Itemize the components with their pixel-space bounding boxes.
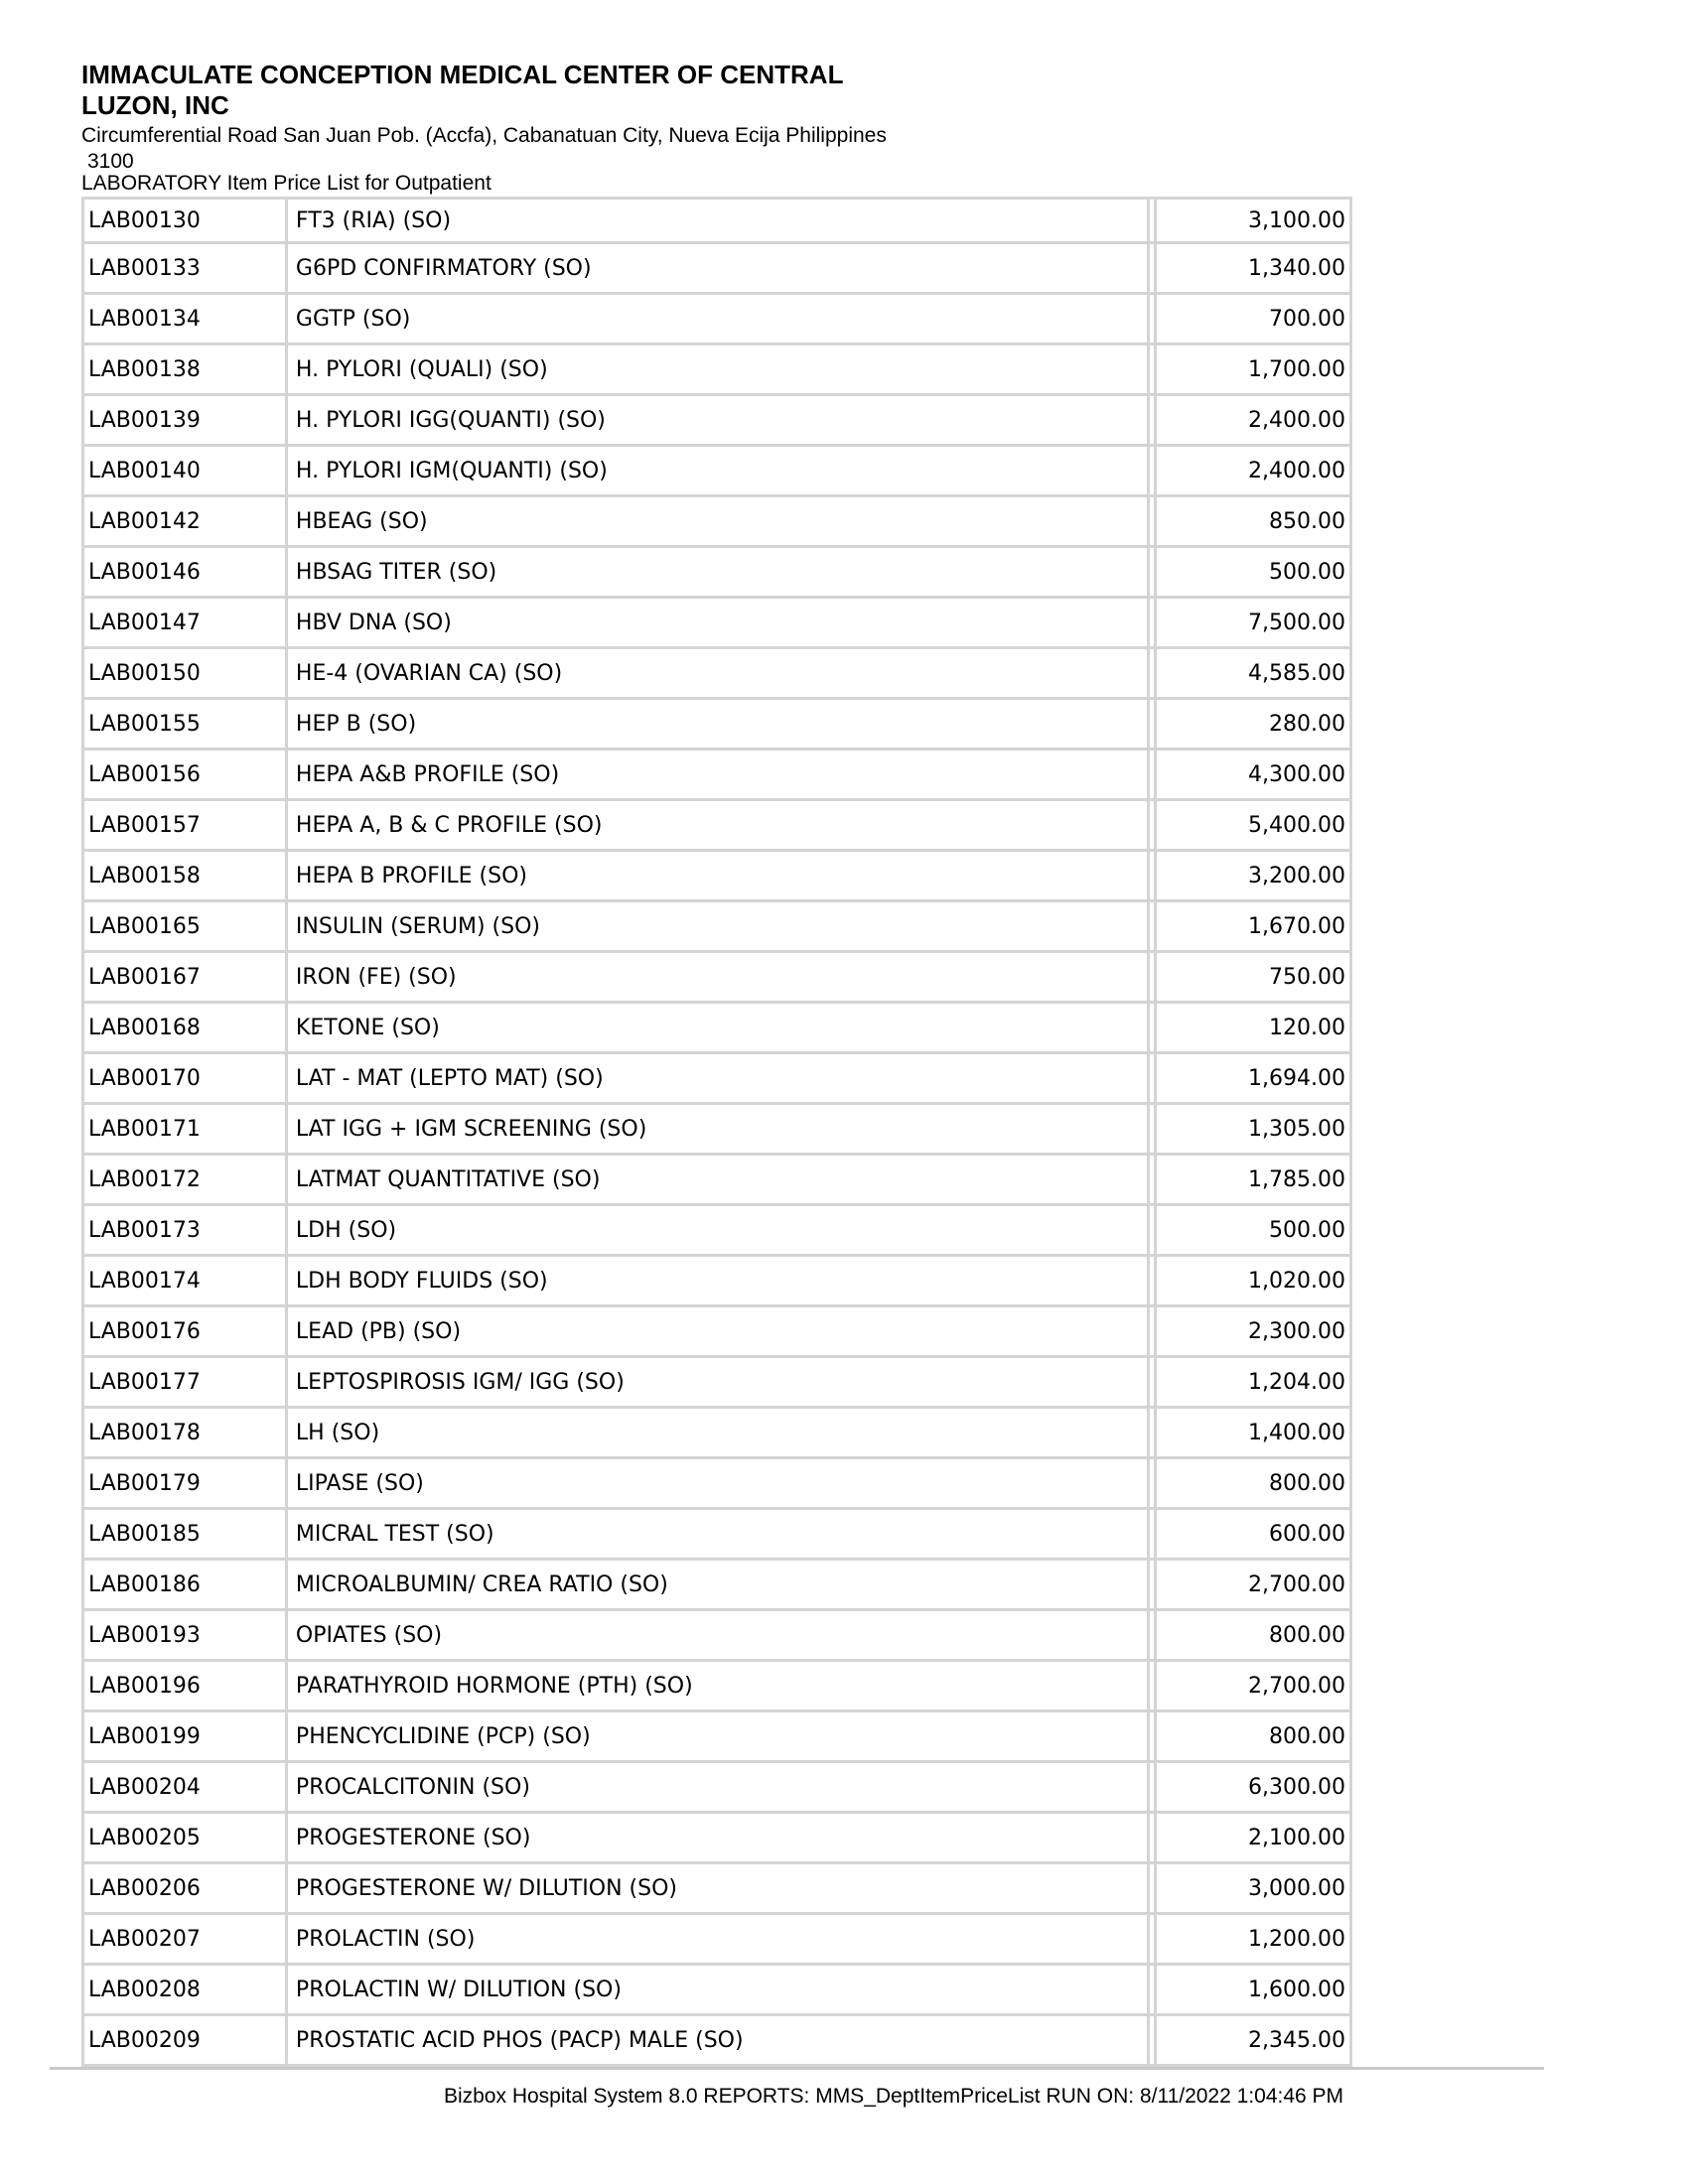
column-separator — [1149, 1661, 1156, 1711]
table-row — [83, 1762, 1351, 1813]
item-description: HBV DNA (SO) — [286, 598, 1148, 648]
item-description: HE-4 (OVARIAN CA) (SO) — [286, 648, 1148, 699]
item-description: LAT - MAT (LEPTO MAT) (SO) — [286, 1053, 1148, 1104]
item-description: HEP B (SO) — [286, 699, 1148, 750]
item-description: PROGESTERONE (SO) — [286, 1813, 1148, 1863]
item-code: LAB00168 — [83, 1003, 287, 1053]
column-separator — [1149, 496, 1156, 547]
report-title-text: LABORATORY Item Price List for Outpatient — [81, 172, 492, 195]
item-code: LAB00206 — [83, 1863, 287, 1914]
item-price: 800.00 — [1156, 1610, 1351, 1661]
item-description: PROCALCITONIN (SO) — [286, 1762, 1148, 1813]
table-row — [83, 598, 1351, 648]
item-price: 1,600.00 — [1156, 1965, 1351, 2015]
table-row — [83, 1560, 1351, 1610]
item-description: PROSTATIC ACID PHOS (PACP) MALE (SO) — [286, 2015, 1148, 2066]
item-description: LEPTOSPIROSIS IGM/ IGG (SO) — [286, 1357, 1148, 1408]
item-code: LAB00157 — [83, 800, 287, 851]
item-price: 2,300.00 — [1156, 1306, 1351, 1357]
table-row — [83, 2015, 1351, 2066]
column-separator — [1149, 1458, 1156, 1509]
column-separator — [1149, 901, 1156, 952]
item-price: 4,300.00 — [1156, 750, 1351, 800]
item-description: H. PYLORI IGM(QUANTI) (SO) — [286, 446, 1148, 496]
item-description: G6PD CONFIRMATORY (SO) — [286, 243, 1148, 294]
column-separator — [1149, 1357, 1156, 1408]
item-price: 1,785.00 — [1156, 1155, 1351, 1205]
column-separator — [1149, 598, 1156, 648]
table-row — [83, 1357, 1351, 1408]
item-code: LAB00142 — [83, 496, 287, 547]
table-row — [83, 446, 1351, 496]
column-separator — [1149, 1053, 1156, 1104]
item-price: 120.00 — [1156, 1003, 1351, 1053]
column-separator — [1149, 1256, 1156, 1306]
item-code: LAB00176 — [83, 1306, 287, 1357]
table-row — [83, 750, 1351, 800]
column-separator — [1149, 1762, 1156, 1813]
price-list-table — [81, 197, 1352, 2067]
table-row — [83, 1053, 1351, 1104]
item-code: LAB00165 — [83, 901, 287, 952]
item-description: MICROALBUMIN/ CREA RATIO (SO) — [286, 1560, 1148, 1610]
item-code: LAB00177 — [83, 1357, 287, 1408]
table-row — [83, 1256, 1351, 1306]
organization-name — [81, 60, 1074, 121]
item-price: 2,100.00 — [1156, 1813, 1351, 1863]
item-price: 2,345.00 — [1156, 2015, 1351, 2066]
item-price: 500.00 — [1156, 547, 1351, 598]
item-code: LAB00138 — [83, 344, 287, 395]
column-separator — [1149, 446, 1156, 496]
item-code: LAB00156 — [83, 750, 287, 800]
item-code: LAB00133 — [83, 243, 287, 294]
organization-name-line-2: LUZON, INC — [81, 90, 229, 120]
item-code: LAB00167 — [83, 952, 287, 1003]
item-price: 3,200.00 — [1156, 851, 1351, 901]
item-price: 2,700.00 — [1156, 1661, 1351, 1711]
item-description: LEAD (PB) (SO) — [286, 1306, 1148, 1357]
item-description: LH (SO) — [286, 1408, 1148, 1458]
column-separator — [1149, 344, 1156, 395]
item-code: LAB00140 — [83, 446, 287, 496]
item-code: LAB00178 — [83, 1408, 287, 1458]
column-separator — [1149, 2015, 1156, 2066]
table-row — [83, 496, 1351, 547]
item-description: LDH BODY FLUIDS (SO) — [286, 1256, 1148, 1306]
report-footer: Bizbox Hospital System 8.0 REPORTS: MMS_DeptItemPriceList RUN ON: 8/11/2022 1:04:46 PM — [443, 2085, 1344, 2108]
table-row — [83, 547, 1351, 598]
item-price: 1,340.00 — [1156, 243, 1351, 294]
organization-name-line-1: IMMACULATE CONCEPTION MEDICAL CENTER OF CENTRAL — [81, 60, 844, 89]
column-separator — [1149, 1610, 1156, 1661]
item-price: 1,400.00 — [1156, 1408, 1351, 1458]
column-separator — [1149, 1863, 1156, 1914]
item-description: PROLACTIN (SO) — [286, 1914, 1148, 1965]
item-code: LAB00170 — [83, 1053, 287, 1104]
item-price: 750.00 — [1156, 952, 1351, 1003]
report-title-clipped — [81, 172, 776, 197]
item-description: LDH (SO) — [286, 1205, 1148, 1256]
table-row — [83, 648, 1351, 699]
item-price: 600.00 — [1156, 1509, 1351, 1560]
table-row — [83, 1661, 1351, 1711]
table-row — [83, 1306, 1351, 1357]
item-price: 1,670.00 — [1156, 901, 1351, 952]
column-separator — [1149, 1560, 1156, 1610]
item-price: 1,020.00 — [1156, 1256, 1351, 1306]
table-row — [83, 901, 1351, 952]
column-separator — [1149, 750, 1156, 800]
column-separator — [1149, 243, 1156, 294]
item-code: LAB00204 — [83, 1762, 287, 1813]
item-code: LAB00179 — [83, 1458, 287, 1509]
column-separator — [1149, 648, 1156, 699]
item-price: 2,400.00 — [1156, 446, 1351, 496]
table-row — [83, 1610, 1351, 1661]
item-price: 5,400.00 — [1156, 800, 1351, 851]
table-row — [83, 1863, 1351, 1914]
table-row — [83, 1104, 1351, 1155]
item-price: 800.00 — [1156, 1458, 1351, 1509]
item-code: LAB00150 — [83, 648, 287, 699]
column-separator — [1149, 294, 1156, 344]
item-description: LIPASE (SO) — [286, 1458, 1148, 1509]
item-code: LAB00196 — [83, 1661, 287, 1711]
item-code: LAB00139 — [83, 395, 287, 446]
item-price: 280.00 — [1156, 699, 1351, 750]
table-row — [83, 699, 1351, 750]
column-separator — [1149, 1965, 1156, 2015]
item-description: PROLACTIN W/ DILUTION (SO) — [286, 1965, 1148, 2015]
price-list-body — [83, 199, 1351, 2066]
column-separator — [1149, 1813, 1156, 1863]
item-description: INSULIN (SERUM) (SO) — [286, 901, 1148, 952]
column-separator — [1149, 1306, 1156, 1357]
table-row — [83, 1914, 1351, 1965]
item-price: 850.00 — [1156, 496, 1351, 547]
table-row — [83, 1155, 1351, 1205]
item-price: 3,100.00 — [1156, 199, 1351, 243]
item-code: LAB00171 — [83, 1104, 287, 1155]
item-price: 1,700.00 — [1156, 344, 1351, 395]
item-description: PHENCYCLIDINE (PCP) (SO) — [286, 1711, 1148, 1762]
item-code: LAB00205 — [83, 1813, 287, 1863]
item-code: LAB00174 — [83, 1256, 287, 1306]
column-separator — [1149, 699, 1156, 750]
table-row — [83, 1205, 1351, 1256]
item-description: H. PYLORI IGG(QUANTI) (SO) — [286, 395, 1148, 446]
item-price: 1,204.00 — [1156, 1357, 1351, 1408]
item-price: 700.00 — [1156, 294, 1351, 344]
item-description: KETONE (SO) — [286, 1003, 1148, 1053]
table-row — [83, 1965, 1351, 2015]
item-description: LATMAT QUANTITATIVE (SO) — [286, 1155, 1148, 1205]
column-separator — [1149, 800, 1156, 851]
footer-divider — [50, 2067, 1544, 2070]
item-price: 1,694.00 — [1156, 1053, 1351, 1104]
column-separator — [1149, 851, 1156, 901]
item-description: PROGESTERONE W/ DILUTION (SO) — [286, 1863, 1148, 1914]
table-row — [83, 1813, 1351, 1863]
report-header — [81, 60, 1074, 175]
item-description: FT3 (RIA) (SO) — [286, 199, 1148, 243]
item-description: H. PYLORI (QUALI) (SO) — [286, 344, 1148, 395]
organization-zip: 3100 — [87, 150, 134, 173]
column-separator — [1149, 1914, 1156, 1965]
table-row — [83, 395, 1351, 446]
item-price: 800.00 — [1156, 1711, 1351, 1762]
item-description: HBEAG (SO) — [286, 496, 1148, 547]
item-code: LAB00147 — [83, 598, 287, 648]
column-separator — [1149, 1205, 1156, 1256]
item-code: LAB00185 — [83, 1509, 287, 1560]
table-row — [83, 952, 1351, 1003]
item-code: LAB00199 — [83, 1711, 287, 1762]
item-code: LAB00155 — [83, 699, 287, 750]
column-separator — [1149, 1509, 1156, 1560]
column-separator — [1149, 1408, 1156, 1458]
column-separator — [1149, 199, 1156, 243]
item-code: LAB00172 — [83, 1155, 287, 1205]
table-row — [83, 1003, 1351, 1053]
item-price: 4,585.00 — [1156, 648, 1351, 699]
organization-address: Circumferential Road San Juan Pob. (Accfa), Cabanatuan City, Nueva Ecija Philippines — [81, 124, 887, 147]
item-description: MICRAL TEST (SO) — [286, 1509, 1148, 1560]
column-separator — [1149, 1711, 1156, 1762]
table-row — [83, 1458, 1351, 1509]
item-price: 2,400.00 — [1156, 395, 1351, 446]
item-code: LAB00130 — [83, 199, 287, 243]
item-code: LAB00209 — [83, 2015, 287, 2066]
item-code: LAB00193 — [83, 1610, 287, 1661]
item-description: PARATHYROID HORMONE (PTH) (SO) — [286, 1661, 1148, 1711]
item-price: 3,000.00 — [1156, 1863, 1351, 1914]
column-separator — [1149, 547, 1156, 598]
item-code: LAB00173 — [83, 1205, 287, 1256]
table-row — [83, 344, 1351, 395]
item-description: HBSAG TITER (SO) — [286, 547, 1148, 598]
column-separator — [1149, 1155, 1156, 1205]
table-row — [83, 294, 1351, 344]
table-row — [83, 851, 1351, 901]
item-code: LAB00207 — [83, 1914, 287, 1965]
item-price: 6,300.00 — [1156, 1762, 1351, 1813]
item-code: LAB00158 — [83, 851, 287, 901]
item-price: 1,200.00 — [1156, 1914, 1351, 1965]
column-separator — [1149, 395, 1156, 446]
item-price: 1,305.00 — [1156, 1104, 1351, 1155]
column-separator — [1149, 1003, 1156, 1053]
item-price: 2,700.00 — [1156, 1560, 1351, 1610]
item-description: GGTP (SO) — [286, 294, 1148, 344]
table-row — [83, 199, 1351, 243]
item-description: HEPA A&B PROFILE (SO) — [286, 750, 1148, 800]
column-separator — [1149, 952, 1156, 1003]
table-row — [83, 800, 1351, 851]
item-description: HEPA A, B & C PROFILE (SO) — [286, 800, 1148, 851]
item-code: LAB00146 — [83, 547, 287, 598]
table-row — [83, 243, 1351, 294]
column-separator — [1149, 1104, 1156, 1155]
item-description: LAT IGG + IGM SCREENING (SO) — [286, 1104, 1148, 1155]
table-row — [83, 1509, 1351, 1560]
item-code: LAB00134 — [83, 294, 287, 344]
item-price: 7,500.00 — [1156, 598, 1351, 648]
item-description: OPIATES (SO) — [286, 1610, 1148, 1661]
table-row — [83, 1711, 1351, 1762]
item-price: 500.00 — [1156, 1205, 1351, 1256]
item-description: HEPA B PROFILE (SO) — [286, 851, 1148, 901]
item-description: IRON (FE) (SO) — [286, 952, 1148, 1003]
item-code: LAB00186 — [83, 1560, 287, 1610]
table-row — [83, 1408, 1351, 1458]
item-code: LAB00208 — [83, 1965, 287, 2015]
